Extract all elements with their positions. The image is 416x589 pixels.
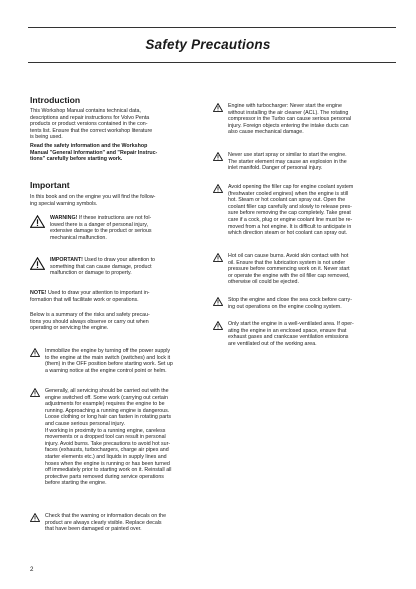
warning-triangle-icon	[213, 184, 223, 237]
warning-description: If these instructions are not fol- lowed there is a danger of personal injury, extensive damage to the product or serious mechanical malfunction.	[50, 215, 152, 241]
left-item-1-text: Immobilize the engine by turning off the power supply to the engine at the main switch (switches) and lock it (them) in the OFF position before starting work. Set up a warning notice at the engine control point or helm.	[45, 348, 173, 374]
introduction-heading: Introduction	[30, 95, 81, 105]
right-item-2	[213, 152, 394, 172]
warning-triangle-icon	[30, 348, 40, 374]
important-text: In this book and on the engine you will find the follow- ing special warning symbols.	[30, 194, 156, 207]
right-item-5	[213, 297, 394, 310]
important-description: Used to draw your attention to something that can cause damage, product malfunction or damage to property.	[50, 257, 155, 277]
note-description: Used to draw your attention to important in- formation that will facilitate work or operations.	[30, 290, 150, 303]
important-heading: Important	[30, 180, 70, 190]
warning-label: WARNING!	[50, 215, 78, 221]
summary-text: Below is a summary of the risks and safety precau- tions you should always observe or carry out when operating or servicing the engine.	[30, 312, 150, 332]
left-item-2	[30, 388, 205, 487]
right-item-1-text: Engine with turbocharger: Never start the engine without installing the air cleaner (ACL). The rotating compressor in the Turbo can cause serious personal injury. Foreign objects entering the intake ducts can also cause mechanical damage.	[228, 103, 352, 136]
warning-symbol-row	[30, 215, 200, 241]
right-item-3	[213, 184, 394, 237]
warning-triangle-icon	[213, 253, 223, 286]
page-number: 2	[30, 566, 34, 573]
left-item-3-text: Check that the warning or information decals on the product are always clearly visible. Replace decals that have been damaged or painted over.	[45, 513, 167, 533]
header-rule-bottom	[28, 62, 396, 63]
right-item-4-text: Hot oil can cause burns. Avoid skin contact with hot oil. Ensure that the lubrication system is not under pressure before commencing work on it. Never start or operate the engine with the oil filler cap removed, otherwise oil could be ejected.	[228, 253, 350, 286]
right-item-2-text: Never use start spray or similar to start the engine. The starter element may cause an explosion in the inlet manifold. Danger of personal injury.	[228, 152, 347, 172]
warning-triangle-icon	[213, 152, 223, 172]
right-item-6-text: Only start the engine in a well-ventilated area. If oper- ating the engine in an enclosed space, ensure that exhaust gases and crankcase ventilation emissions are ventilated out of the working area.	[228, 321, 354, 347]
page-title: Safety Precautions	[145, 37, 271, 52]
right-item-5-text: Stop the engine and close the sea cock before carry- ing out operations on the engine cooling system.	[228, 297, 352, 310]
introduction-bold-text: Read the safety information and the Workshop Manual "General Information" and "Repair Instruc- tions" carefully before starting work.	[30, 143, 158, 163]
header-rule-top	[28, 27, 396, 28]
right-item-6	[213, 321, 394, 347]
warning-triangle-icon	[30, 215, 45, 241]
right-item-3-text: Avoid opening the filler cap for engine coolant system (freshwater cooled engines) when the engine is still hot. Steam or hot coolant can spray out. Open the coolant filler cap carefully and slowly to release pres- sure before removing the cap completely. Take great care if a cock, plug or engine coolant line must be re- moved from a hot engine. It is difficult to anticipate in which direction steam or hot coolant can spray out.	[228, 184, 354, 237]
warning-triangle-icon	[30, 513, 40, 533]
important-symbol-row	[30, 257, 200, 277]
warning-symbol-text	[50, 215, 200, 241]
warning-triangle-icon	[213, 103, 223, 136]
left-item-3	[30, 513, 205, 533]
warning-triangle-icon	[213, 297, 223, 310]
warning-triangle-icon	[30, 257, 45, 277]
important-symbol-text	[50, 257, 200, 277]
right-item-4	[213, 253, 394, 286]
introduction-text: This Workshop Manual contains technical data, descriptions and repair instructions for Volvo Penta products or product versions contained in the con- tents list. Ensure that the correct workshop literature is being used.	[30, 108, 153, 141]
note-text	[30, 290, 205, 303]
left-item-1	[30, 348, 205, 374]
warning-triangle-icon	[30, 388, 40, 487]
note-label: NOTE!	[30, 290, 47, 296]
left-item-2-text: Generally, all servicing should be carried out with the engine switched off. Some work (carrying out certain adjustments for example) requires the engine to be running. Approaching a running engine is dangerous. Loose clothing or long hair can fasten in rotating parts and cause serious personal injury. If working in proximity to a running engine, careless movements or a dropped tool can result in personal injury. Avoid burns. Take precautions to avoid hot sur- faces (exhausts, turbochargers, charge air pipes and starter elements etc.) and liquids in supply lines and hoses when the engine is running or has been turned off immediately prior to starting work on it. Reinstall all protective parts removed during service operations before starting the engine.	[45, 388, 172, 487]
right-item-1	[213, 103, 394, 136]
important-label: IMPORTANT!	[50, 257, 83, 263]
warning-triangle-icon	[213, 321, 223, 347]
